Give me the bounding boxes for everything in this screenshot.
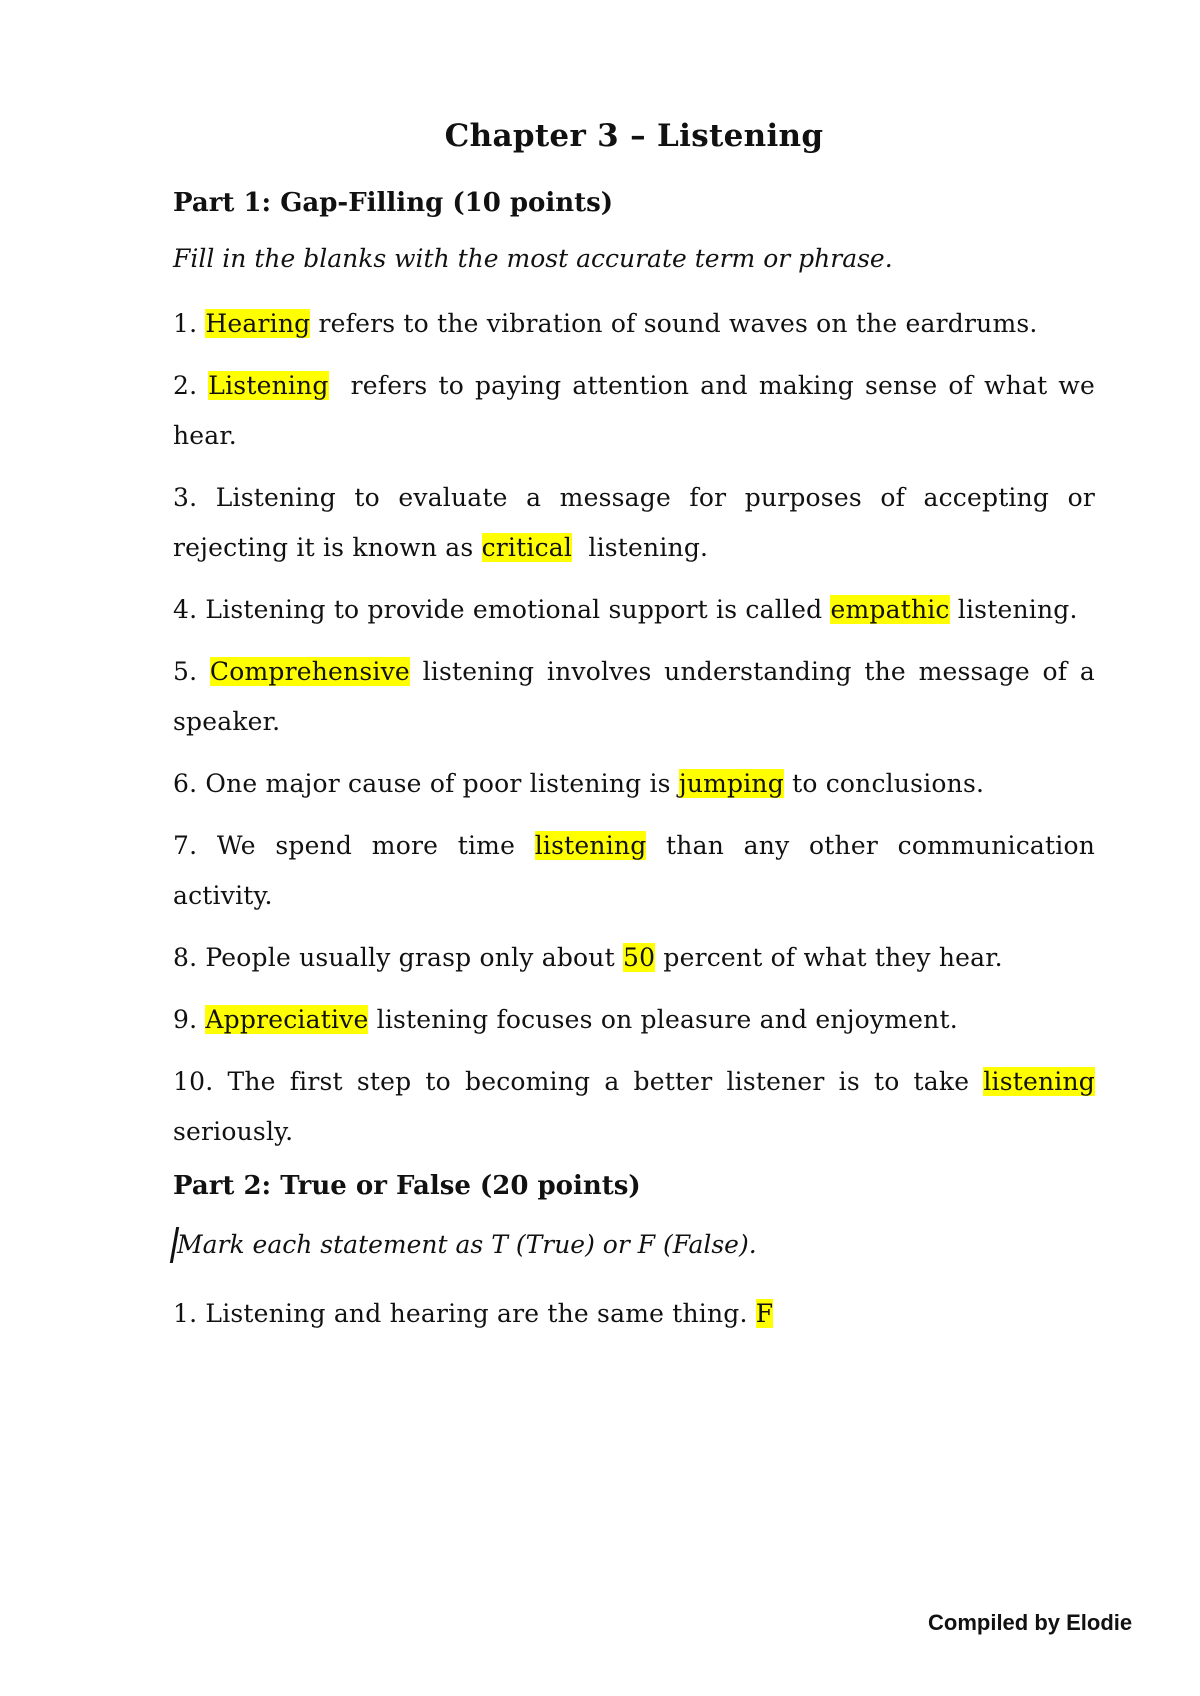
item-text: 5.	[173, 657, 210, 686]
gap-item-3	[173, 473, 1095, 573]
gap-item-4	[173, 585, 1095, 635]
gap-item-5	[173, 647, 1095, 747]
tf-item-1	[173, 1289, 1095, 1339]
item-text: listening.	[572, 533, 709, 562]
item-text: 6. One major cause of poor listening is	[173, 769, 679, 798]
item-text: 9.	[173, 1005, 206, 1034]
answer-highlight: jumping	[678, 769, 784, 798]
gap-item-1	[173, 299, 1095, 349]
gap-item-6	[173, 759, 1095, 809]
item-text: to conclusions.	[783, 769, 985, 798]
part1-instruction: Fill in the blanks with the most accurate term or phrase.	[173, 244, 893, 273]
item-text: 2.	[173, 371, 209, 400]
answer-highlight: empathic	[830, 595, 950, 624]
part2-heading: Part 2: True or False (20 points)	[173, 1171, 641, 1201]
part1-items	[173, 299, 1104, 1157]
gap-item-9	[173, 995, 1095, 1045]
answer-highlight: Hearing	[205, 309, 311, 338]
item-text: 1. Listening and hearing are the same thing.	[173, 1299, 756, 1328]
part2-instruction	[173, 1227, 1095, 1263]
answer-highlight: listening	[534, 831, 647, 860]
item-text: refers to the vibration of sound waves on the eardrums.	[310, 309, 1038, 338]
document-content	[173, 118, 1104, 1351]
part1-heading: Part 1: Gap-Filling (10 points)	[173, 188, 614, 218]
answer-highlight: listening	[983, 1067, 1095, 1096]
gap-item-2	[173, 361, 1104, 461]
item-text: refers to paying attention and making sense of what we hear.	[173, 371, 1104, 450]
item-text: 1.	[173, 309, 206, 338]
gap-item-8	[173, 933, 1095, 983]
answer-highlight: F	[755, 1299, 774, 1328]
part2-items	[173, 1289, 1095, 1339]
footer-credit: Compiled by Elodie	[928, 1610, 1133, 1635]
item-text: listening focuses on pleasure and enjoyment.	[368, 1005, 958, 1034]
item-text: 10. The first step to becoming a better listener is to take	[173, 1067, 984, 1096]
chapter-title: Chapter 3 – Listening	[444, 118, 824, 154]
answer-highlight: critical	[481, 533, 573, 562]
item-text: seriously.	[173, 1117, 294, 1146]
item-text: 7. We spend more time	[173, 831, 535, 860]
item-text: 8. People usually grasp only about	[173, 943, 623, 972]
answer-highlight: 50	[623, 943, 656, 972]
item-text: percent of what they hear.	[655, 943, 1003, 972]
item-text: 3. Listening to evaluate a message for purposes of accepting or rejecting it is known as	[173, 483, 1095, 562]
answer-highlight: Comprehensive	[209, 657, 410, 686]
item-text: 4. Listening to provide emotional support is called	[173, 595, 831, 624]
gap-item-10	[173, 1057, 1095, 1157]
answer-highlight: Appreciative	[205, 1005, 369, 1034]
part2-instruction-text: Mark each statement as T (True) or F (False).	[177, 1230, 757, 1259]
item-text: listening.	[949, 595, 1078, 624]
item-text: than any other communication activity.	[173, 831, 1095, 910]
gap-item-7	[173, 821, 1095, 921]
item-text: listening involves understanding the message of a speaker.	[173, 657, 1095, 736]
answer-highlight: Listening	[208, 371, 329, 400]
